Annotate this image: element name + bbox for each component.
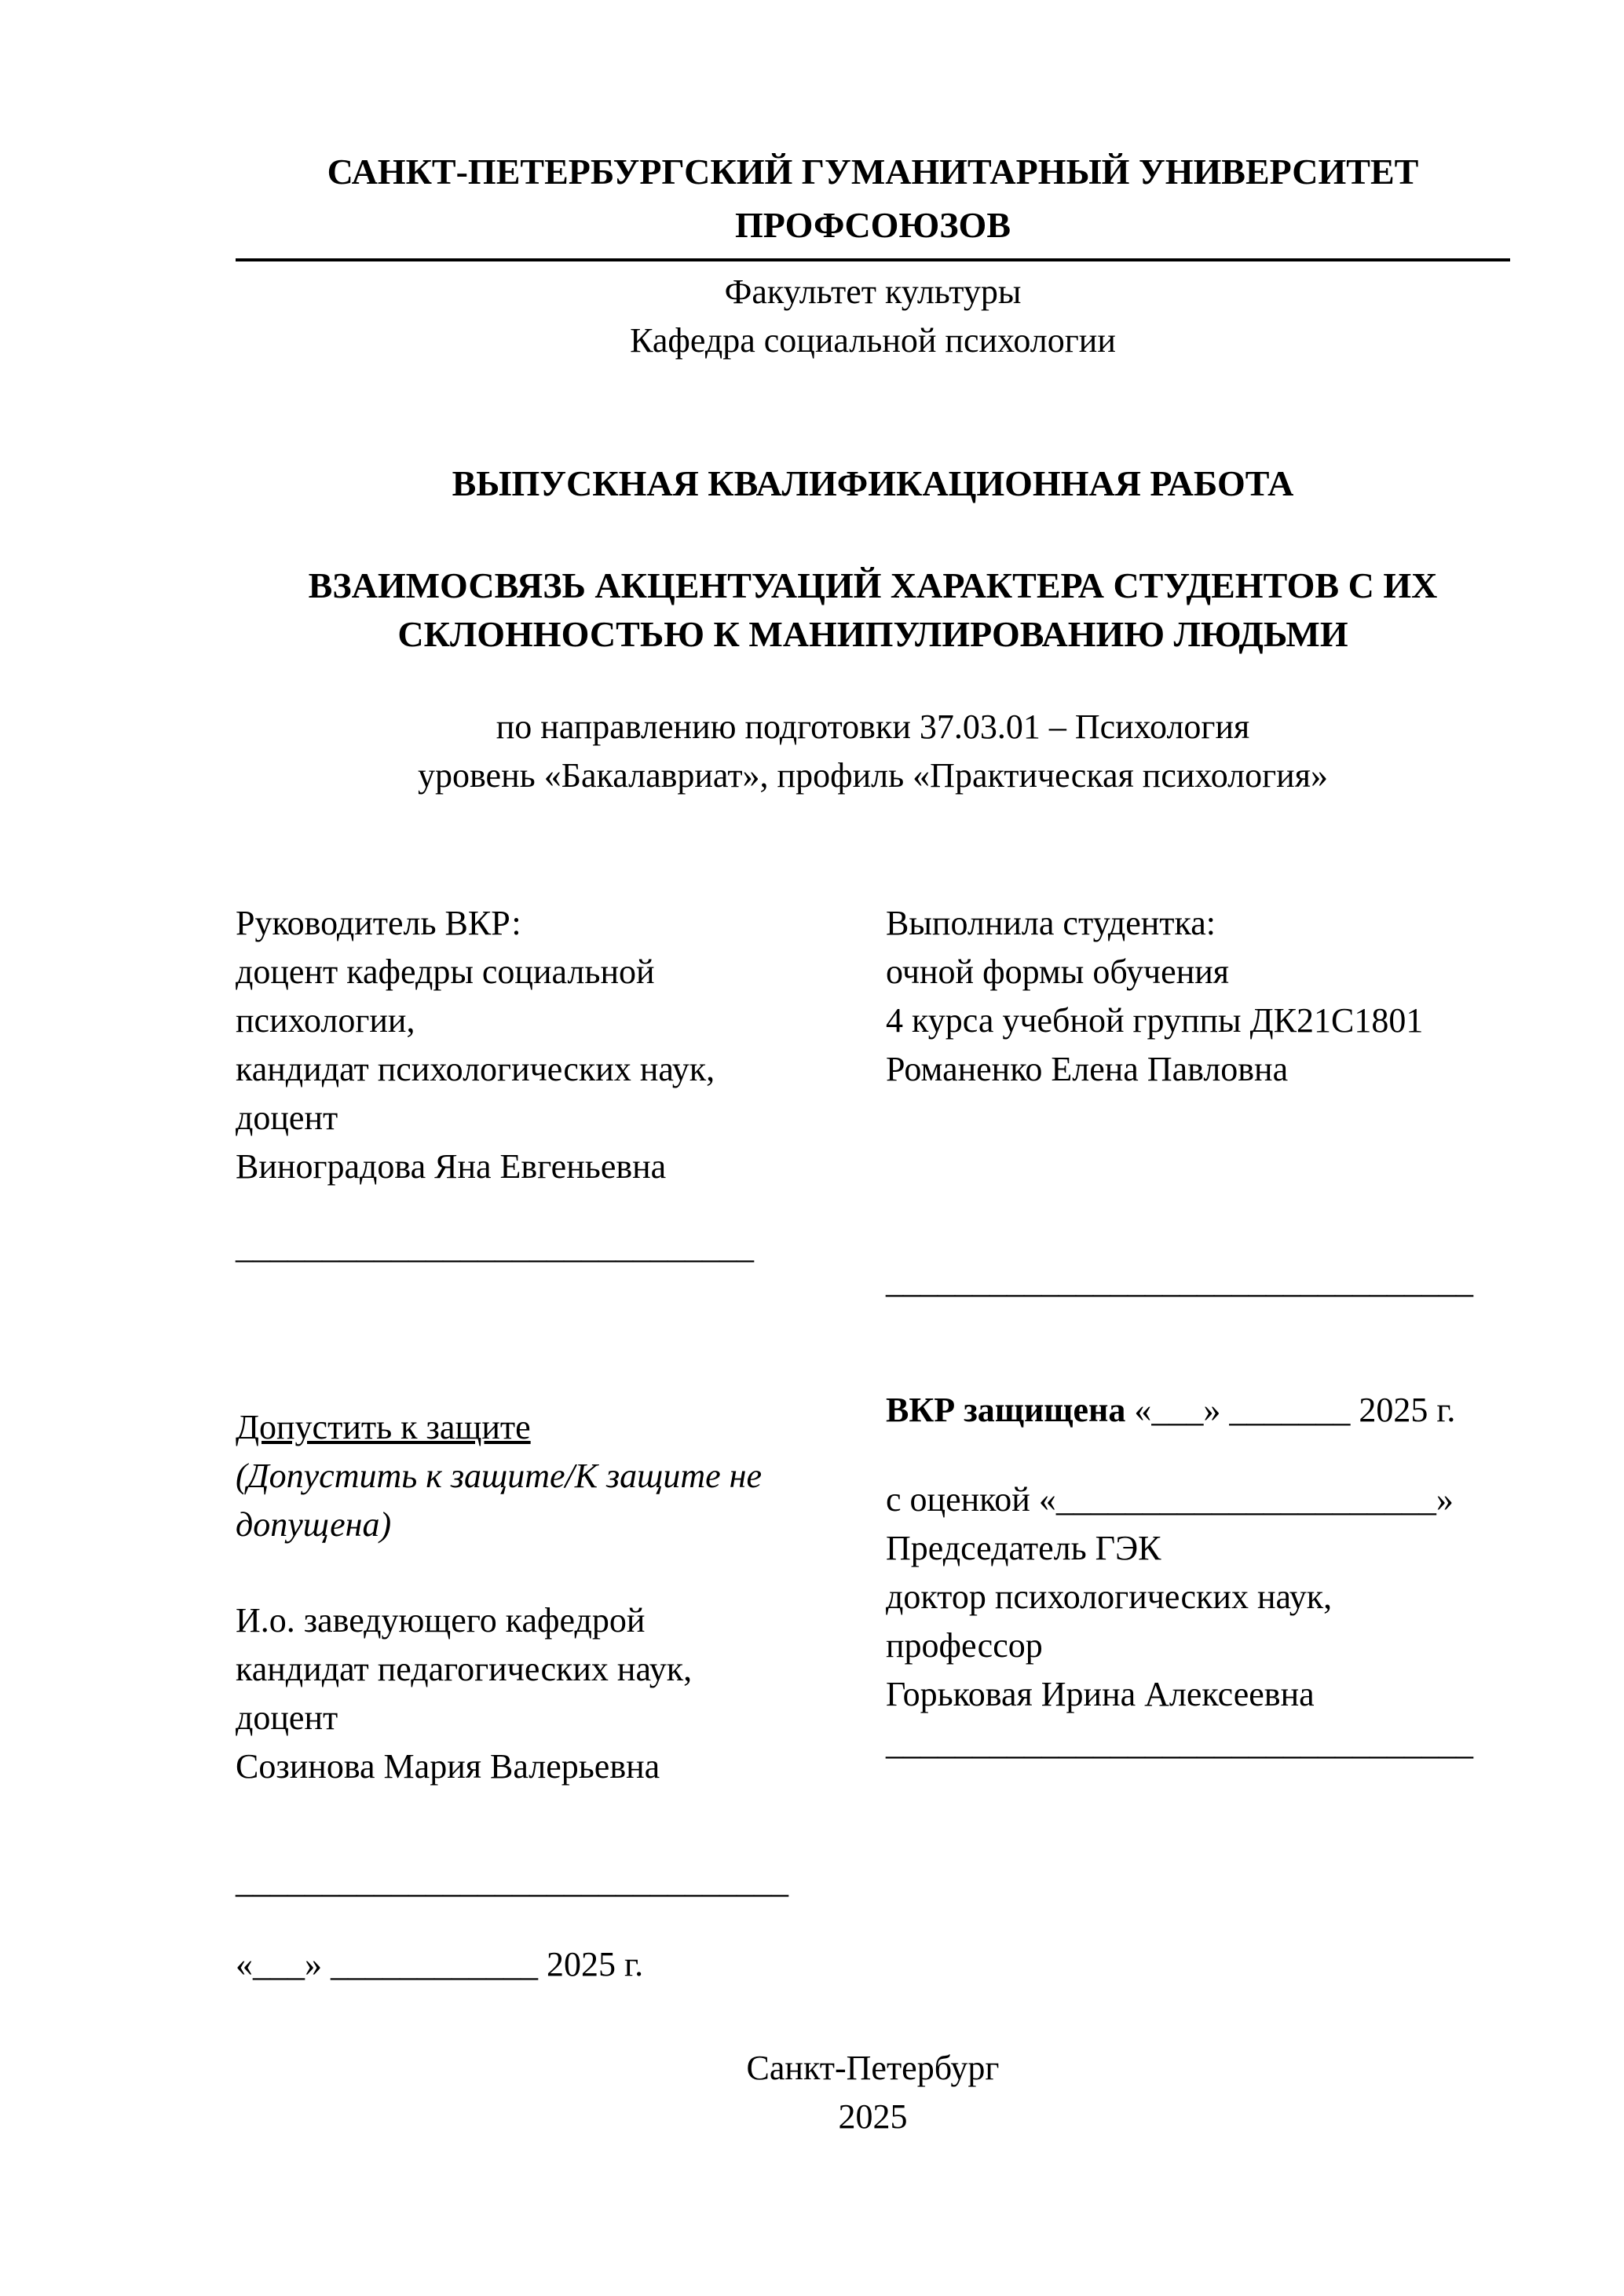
admission-date-line: «___» ____________ 2025 г. [236, 1945, 644, 1983]
footer [236, 2044, 1510, 2141]
supervisor-label: Руководитель ВКР: [236, 904, 521, 942]
admission-heading: Допустить к защите [236, 1408, 531, 1446]
header-divider-rule [236, 258, 1510, 261]
thesis-title-line2: СКЛОННОСТЬЮ К МАНИПУЛИРОВАНИЮ ЛЮДЬМИ [397, 614, 1348, 654]
signatures-area [236, 899, 1510, 1989]
approver-name: Созинова Мария Валерьевна [236, 1747, 660, 1786]
chair-block [886, 1524, 1510, 1719]
faculty-name: Факультет культуры [724, 272, 1022, 311]
right-column [886, 899, 1510, 1768]
approver-signature-line: ________________________________ [236, 1862, 788, 1900]
supervisor-signature-line: ______________________________ [236, 1227, 754, 1266]
approver-block [236, 1596, 886, 1791]
grade-line: с оценкой «______________________» [886, 1480, 1454, 1519]
chair-line: доктор психологических наук, [886, 1578, 1333, 1616]
supervisor-line: доцент кафедры социальной [236, 952, 655, 991]
defended-label: ВКР защищена [886, 1391, 1126, 1429]
student-name: Романенко Елена Павловна [886, 1050, 1289, 1088]
chair-name: Горьковая Ирина Алексеевна [886, 1675, 1315, 1713]
student-signature-line: __________________________________ [886, 1262, 1473, 1300]
chair-line: Председатель ГЭК [886, 1529, 1161, 1567]
university-name-line2: ПРОФСОЮЗОВ [735, 205, 1011, 245]
level-line: уровень «Бакалавриат», профиль «Практическая психология» [418, 756, 1328, 795]
program-block [236, 703, 1510, 800]
admission-note-line1: (Допустить к защите/К защите не [236, 1457, 763, 1495]
approver-line: И.о. заведующего кафедрой [236, 1601, 646, 1640]
student-line: 4 курса учебной группы ДК21С1801 [886, 1001, 1424, 1040]
approver-line: кандидат педагогических наук, [236, 1650, 693, 1688]
chair-signature-line: __________________________________ [886, 1724, 1473, 1762]
supervisor-name: Виноградова Яна Евгеньевна [236, 1147, 667, 1186]
approver-line: доцент [236, 1698, 338, 1737]
thesis-title-line1: ВЗАИМОСВЯЗЬ АКЦЕНТУАЦИЙ ХАРАКТЕРА СТУДЕНТОВ С ИХ [308, 565, 1438, 605]
student-label: Выполнила студентка: [886, 904, 1216, 942]
university-name-line1: САНКТ-ПЕТЕРБУРГСКИЙ ГУМАНИТАРНЫЙ УНИВЕРСИТЕТ [327, 152, 1419, 192]
department-name: Кафедра социальной психологии [630, 321, 1116, 360]
student-block [886, 899, 1510, 1094]
program-line: по направлению подготовки 37.03.01 – Психология [496, 707, 1250, 746]
supervisor-line: психологии, [236, 1001, 415, 1040]
left-column [236, 899, 886, 1989]
supervisor-block [236, 899, 886, 1191]
work-type-heading: ВЫПУСКНАЯ КВАЛИФИКАЦИОННАЯ РАБОТА [452, 463, 1294, 503]
footer-city: Санкт-Петербург [746, 2049, 1000, 2087]
university-name [236, 145, 1510, 252]
defended-date: «___» _______ 2025 г. [1125, 1391, 1456, 1429]
student-line: очной формы обучения [886, 952, 1230, 991]
supervisor-line: кандидат психологических наук, [236, 1050, 715, 1088]
supervisor-line: доцент [236, 1099, 338, 1137]
footer-year: 2025 [838, 2097, 908, 2136]
thesis-title [236, 561, 1510, 659]
chair-line: профессор [886, 1626, 1043, 1665]
admission-note-line2: допущена) [236, 1505, 392, 1544]
defended-line [886, 1386, 1510, 1435]
